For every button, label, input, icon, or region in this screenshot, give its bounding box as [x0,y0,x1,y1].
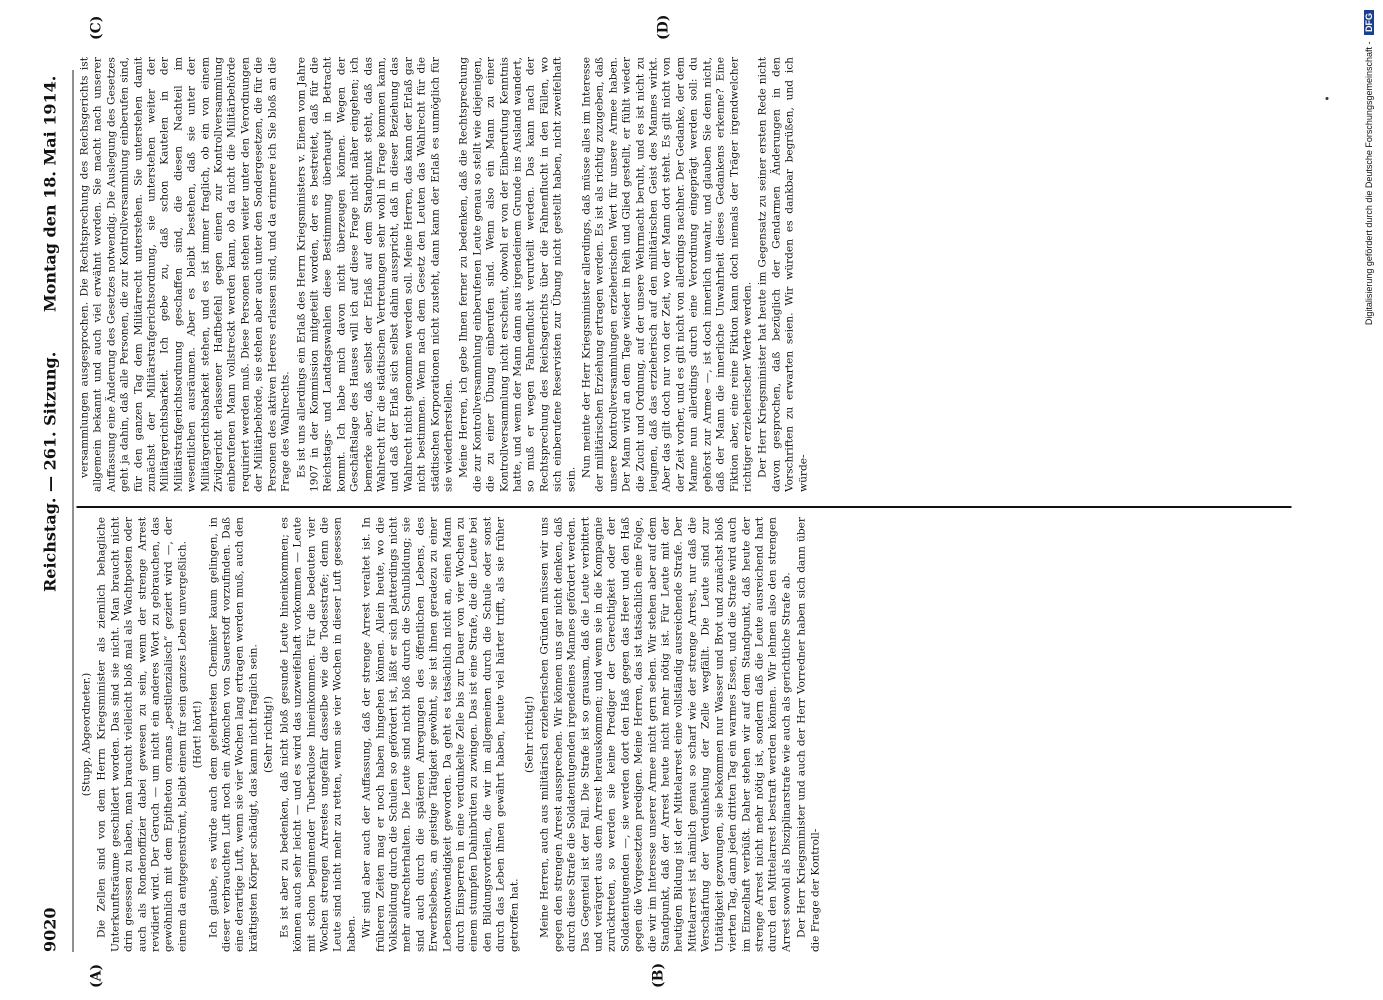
right-column [78,57,1288,492]
paragraph: Es ist uns allerdings ein Erlaß des Herrn Kriegsministers v. Einem vom Jahre 1907 in der Kommission mitgeteilt worden, der es bestreitet, daß für die Reichstags- und Landtagswahlen diese Bestimmung überhaupt in Betracht kommt. Ich habe mich davon nicht überzeugen können. Wegen der Geschäftslage des Hauses will ich auf diese Frage nicht näher eingehen; ich bemerke aber, daß selbst der Erlaß auf dem Standpunkt steht, daß das Wahlrecht für die städtischen Vertretungen sehr wohl in Frage kommen kann, und daß der Erlaß sich selbst dahin ausspricht, daß in dieser Beziehung das Wahlrecht nicht genommen werden soll. Meine Herren, das kann der Erlaß gar nicht bestimmen. Wenn nach dem Gesetz den Leuten das Wahlrecht für die städtischen Korporationen nicht zusteht, dann kann der Erlaß es unmöglich für sie wiederherstellen. [294,57,454,492]
paragraph: Der Herr Kriegsminister und auch der Herr Vorredner haben sich dann über die Frage der Kontroll- [795,517,821,952]
credit-strip [1361,10,1377,990]
paragraph: Meine Herren, ich gebe Ihnen ferner zu bedenken, daß die Rechtsprechung die zur Kontrollversammlung einberufenen Leute genau so stellt wie diejenigen, die zu einer Übung einberufen sind. Wenn also ein Mann zu einer Kontrollversammlung nicht erscheint, obwohl er von der Einberufung Kenntnis hatte, und wenn der Mann dann aus irgendeinem Grunde ins Ausland wandert, so muß er wegen Fahnenflucht verurteilt werden. Das kann nach der Rechtsprechung des Reichsgerichts über die Fahnenflucht in den Fällen, wo sich einberufene Reservisten zur Übung nicht gestellt haben, nicht zweifelhaft sein. [457,57,577,492]
margin-marker-d: (D) [655,14,671,40]
paragraph: Der Herr Kriegsminister hat heute im Gegensatz zu seiner ersten Rede nicht davon gesprochen, daß bezüglich der Gendarmen Änderungen in den Vorschriften zu erwarten seien. Wir würden es dankbar begrüßen, und ich würde- [756,57,809,492]
session-date: Montag den 18. Mai 1914. [40,75,59,312]
paragraph: Meine Herren, auch aus militärisch erzieherischen Gründen müssen wir uns gegen den strengen Arrest aussprechen. Wir können uns gar nicht denken, daß durch diese Strafe die Soldatentugenden irgendeines Mannes gefördert werden. Das Gegenteil ist der Fall. Die Strafe ist so grausam, daß die Leute verbittert und verärgert aus dem Arrest herauskommen; und wenn sie in die Kompagnie zurücktreten, so werden sie keine Prediger der Gerechtigkeit oder der Soldatentugenden —, sie werden dort den Haß gegen das Heer und den Haß gegen die Vorgesetzten predigen. Meine Herren, das ist tatsächlich eine Folge, die wir im Interesse unserer Armee nicht gern sehen. Wir stehen aber auf dem Standpunkt, daß der Arrest heute nicht mehr nötig ist. Für Leute mit der heutigen Bildung ist der Mittelarrest eine vollständig ausreichende Strafe. Der Mittelarrest ist nämlich genau so scharf wie der strenge Arrest, nur daß die Verschärfung der Verdunkelung der Zelle wegfällt. Die Leute sind zur Untätigkeit gezwungen, sie bekommen nur Wasser und Brot und zunächst bloß vierten Tag, dann jeden dritten Tag ein warmes Essen, und die Strafe wird auch im Einzelhaft verbüßt. Daher stehen wir auf dem Standpunkt, daß heute der strenge Arrest nicht mehr nötig ist, sondern daß die Leute ausreichend hart durch den Mittelarrest bestraft werden können. Wir lehnen also den strengen Arrest sowohl als Disziplinarstrafe wie auch als gerichtliche Strafe ab. [538,517,792,952]
interjection: (Sehr richtig!) [262,696,275,773]
paragraph: Es ist aber zu bedenken, daß nicht bloß gesunde Leute hineinkommen; es können auch sehr leicht — und es wird das unzweifelhaft vorkommen — Leute mit schon beginnender Tuberkulose hineinkommen. Für die bedeuten vier Wochen strengen Arrestes ungefähr dasselbe wie die Todesstrafe; denn die Leute sind nicht mehr zu retten, wenn sie vier Wochen in dieser Luft gesessen haben. [277,517,357,952]
column-divider [76,506,1291,508]
interjection: (Hört! hört!) [191,700,204,769]
session-title: Reichstag. — 261. Sitzung. [40,351,59,592]
paragraph: Ich glaube, es würde auch dem gelehrtesten Chemiker kaum gelingen, in dieser verbrauchten Luft noch ein Atömchen von Sauerstoff vorzufinden. Daß eine derartige Luft, wenn sie vier Wochen lang ertragen werden muß, auch den kräftigsten Körper schädigt, das kann nicht fraglich sein. [206,517,259,952]
left-column [78,517,1288,952]
margin-marker-c: (C) [88,15,104,40]
page-header [40,70,70,952]
margin-marker-b: (B) [650,962,666,988]
speck [1325,97,1328,100]
paragraph: Wir sind aber auch der Auffassung, daß der strenge Arrest veraltet ist. In früheren Zeiten mag er noch haben hingehen können. Allein heute, wo die Volksbildung durch die Schulen so gefördert ist, läßt er sich platterdings nicht mehr aufrechterhalten. Die Leute sind nicht bloß durch die Schulbildung; sie sind auch durch die späteren Anregungen des öffentlichen Lebens, des Erwerbslebens, an geistige Tätigkeit gewöhnt, sie ist ihnen geradezu zu einer Lebensnotwendigkeit geworden. Da geht es tatsächlich nicht an, einen Mann durch Einsperren in eine verdunkelte Zelle bis zur Dauer von vier Wochen zu einem stumpfen Dahinbrüten zu zwingen. Das ist eine Strafe, die die Leute bei den Bildungsvorteilen, die wir im allgemeinen durch die Schule oder sonst durch das Leben ihnen gewährt haben, heute viel härter trifft, als sie früher getroffen hat. [360,517,520,952]
paragraph: Nun meinte der Herr Kriegsminister allerdings, daß müsse alles im Interesse der militärischen Erziehung ertragen werden. Es ist als richtig zuzugeben, daß unsere Kontrollversammlungen erzieherischen Wert für unsere Armee haben. Der Mann wird an dem Tage wieder in Reih und Glied gestellt, er fühlt wieder die Zucht und Ordnung, auf der unsere Wehrmacht beruht, und es ist nicht zu leugnen, daß das erzieherisch auf den militärischen Geist des Mannes wirkt. Aber das gilt doch nur von der Zeit, wo der Mann dort steht. Es gilt nicht von der Zeit vorher, und es gilt nicht von allerdings nachher. Der Gedanke, der dem Manne nun allerdings durch eine Verordnung eingeprägt werden soll: du gehörst zur Armee —, ist doch innerlich unwahr, und glauben Sie denn nicht, daß der Mann die innerliche Unwahrheit dieses Gedankens erkenne? Eine Fiktion aber, eine reine Fiktion kann doch niemals der Träger irgendwelcher richtiger erzieherischer Werte werden. [580,57,753,492]
interjection: (Sehr richtig!) [523,696,535,773]
page-number: 9020 [40,907,59,952]
dfg-logo: DFG [1364,10,1374,35]
margin-marker-a: (A) [88,963,104,988]
paragraph: versammlungen ausgesprochen. Die Rechtsprechung des Reichsgerichts ist allgemein bekannt und auch viel erwähnt worden. Sie macht nach unserer Auffassung eine Änderung des Gesetzes notwendig. Die Auslegung des Gesetzes geht ja dahin, daß alle Personen, die zur Kontrollversammlung einberufen sind, für den ganzen Tag dem Militärrecht unterstehen. Sie unterstehen damit zunächst der Militärstrafgerichtsordnung, sie unterstehen weiter der Militärgerichtsbarkeit. Ich gebe zu, daß schon Kautelen in der Militärstrafgerichtsordnung geschaffen sind, die diesen Nachteil im wesentlichen ausräumen. Aber es bleibt bestehen, daß sie unter der Militärgerichtsbarkeit stehen, und es ist immer fraglich, ob ein von einem Zivilgericht erlassener Haftbefehl gegen einen zur Kontrollversammlung einberufenen Mann vollstreckt werden kann, ob da nicht die Militärbehörde requiriert werden muß. Diese Personen stehen weiter unter den Verordnungen der Militärbehörde, sie stehen aber auch unter den Sondergesetzen, die für die Personen des aktiven Heeres erlassen sind, und da erinnere ich Sie bloß an die Frage des Wahlrechts. [78,57,292,492]
paragraph: Die Zellen sind von dem Herrn Kriegsminister als ziemlich behagliche Unterkunftsräume geschildert worden. Das sind sie nicht. Man braucht nicht drin gesessen zu haben, man braucht vielleicht bloß mal als Wachtposten oder auch als Rondenoffizier dabei gewesen zu sein, wenn der strenge Arrest revidiert wird. Der Geruch — um nicht ein anderes Wort zu gebrauchen, das gewöhnlich mit dem Epitheton ornans „pestilenzialisch“ geziert wird —, der einem da entgegenströmt, bleibt einem für sein ganzes Leben unvergeßlich. [95,517,188,952]
header-rule [72,70,73,952]
credit-text: Digitalisierung gefördert durch die Deutsche Forschungsgemeinschaft - [1364,41,1374,326]
speaker-label: (Stupp, Abgeordneter.) [80,672,92,797]
